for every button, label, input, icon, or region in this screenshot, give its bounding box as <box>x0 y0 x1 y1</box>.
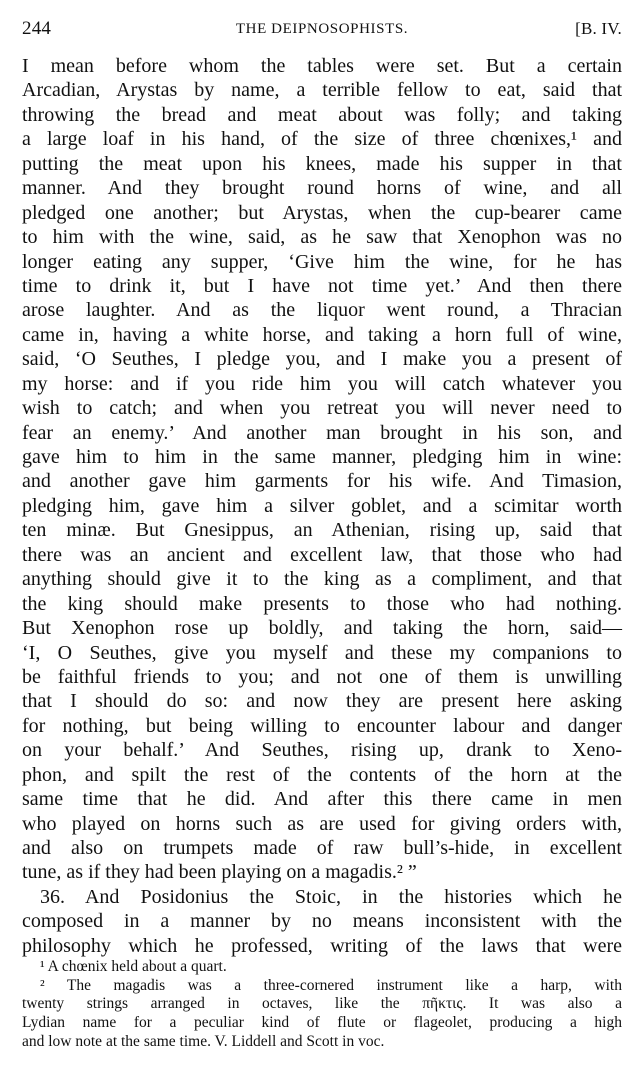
text-line: pledged one another; but Arystas, when the cup-bearer came <box>22 201 622 224</box>
text-line: and another gave him garments for his wife. And Timasion, <box>22 470 622 493</box>
footnote-2-line: twenty strings arranged in octaves, like the πῆκτις. It was also a <box>22 995 622 1013</box>
text-line: and also on trumpets made of raw bull’s-hide, in excellent <box>22 837 622 859</box>
text-line: for nothing, but being willing to encounter labour and danger <box>22 714 622 737</box>
footnote-2-line: Lydian name for a peculiar kind of flute or flageolet, producing a high <box>22 1013 622 1031</box>
section-start-line: 36. And Posidonius the Stoic, in the histories which he <box>40 885 622 908</box>
footnotes <box>22 958 622 1051</box>
text-line: phon, and spilt the rest of the contents of the horn at the <box>22 763 622 786</box>
text-line: anything should give it to the king as a compliment, and that <box>22 568 622 591</box>
text-line: wish to catch; and when you retreat you will never need to <box>22 397 622 420</box>
running-title: THE DEIPNOSOPHISTS. <box>235 21 409 37</box>
text-line: fear an enemy.’ And another man brought in his son, and <box>22 421 622 444</box>
text-line: ‘I, O Seuthes, give you myself and these my companions to <box>22 641 622 664</box>
text-line: putting the meat upon his knees, made his supper in that <box>22 152 622 175</box>
footnote-2-line: and low note at the same time. V. Liddell and Scott in voc. <box>22 1032 385 1050</box>
running-header <box>22 14 622 44</box>
text-line: throwing the bread and meat about was folly; and taking <box>22 103 622 126</box>
text-line: tune, as if they had been playing on a magadis.² ” <box>22 861 417 884</box>
text-line: the king should make presents to those who had nothing. <box>22 592 622 615</box>
text-line: But Xenophon rose up boldly, and taking the horn, said— <box>22 617 622 640</box>
text-line: time to drink it, but I have not time yet.’ And then there <box>22 274 622 297</box>
text-line: there was an ancient and excellent law, that those who had <box>22 543 622 566</box>
body-text <box>22 54 622 958</box>
text-line: longer eating any supper, ‘Give him the wine, for he has <box>22 250 622 273</box>
text-line: same time that he did. And after this there came in men <box>22 788 622 811</box>
text-line: arose laughter. And as the liquor went round, a Thracian <box>22 299 622 322</box>
text-line: that I should do so: and now they are present here asking <box>22 690 622 713</box>
text-line: who played on horns such as are used for giving orders with, <box>22 812 622 835</box>
text-line: my horse: and if you ride him you will catch whatever you <box>22 372 622 395</box>
text-line: Arcadian, Arystas by name, a terrible fellow to eat, said that <box>22 79 622 102</box>
page-number: 244 <box>22 18 52 39</box>
text-line: said, ‘O Seuthes, I pledge you, and I make you a present of <box>22 348 622 371</box>
text-line: gave him to him in the same manner, pledging him in wine: <box>22 446 622 468</box>
text-line: to him with the wine, said, as he saw that Xenophon was no <box>22 226 622 249</box>
text-line: a large loaf in his hand, of the size of three chœnixes,¹ and <box>22 128 622 151</box>
text-line: ten minæ. But Gnesippus, an Athenian, rising up, said that <box>22 519 622 542</box>
footnote-2: ² The magadis was a three-cornered instrument like a harp, with <box>40 976 622 994</box>
book-page <box>22 14 622 1051</box>
text-line: philosophy which he professed, writing of the laws that were <box>22 934 622 957</box>
text-line: I mean before whom the tables were set. But a certain <box>22 55 622 77</box>
text-line: composed in a manner by no means inconsistent with the <box>22 910 622 933</box>
text-line: came in, having a white horse, and taking a horn full of wine, <box>22 323 622 346</box>
text-line: on your behalf.’ And Seuthes, rising up, drank to Xeno- <box>22 739 622 762</box>
text-line: pledging him, gave him a silver goblet, and a scimitar worth <box>22 494 622 517</box>
text-line: be faithful friends to you; and not one of them is unwilling <box>22 665 622 688</box>
text-line: manner. And they brought round horns of wine, and all <box>22 177 622 200</box>
book-reference: [B. IV. <box>575 19 622 38</box>
footnote-1: ¹ A chœnix held about a quart. <box>40 958 227 976</box>
